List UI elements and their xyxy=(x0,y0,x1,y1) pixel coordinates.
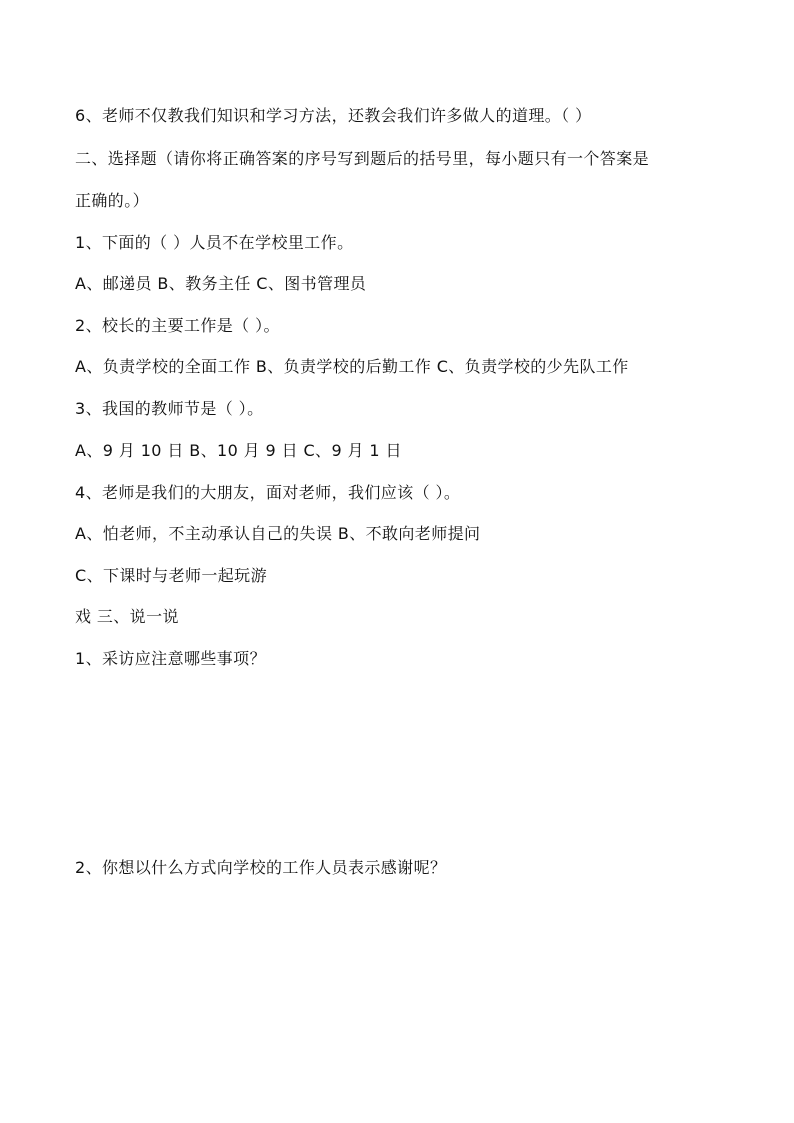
section-2-heading: 二、选择题（请你将正确答案的序号写到题后的括号里，每小题只有一个答案是 xyxy=(75,149,650,168)
judge-question-6: 6、老师不仅教我们知识和学习方法，还教会我们许多做人的道理。（ ） xyxy=(75,106,592,125)
mc-question-1: 1、下面的（ ）人员不在学校里工作。 xyxy=(75,233,354,252)
talk-question-1: 1、采访应注意哪些事项？ xyxy=(75,649,266,668)
mc-question-1-options: A、邮递员 B、教务主任 C、图书管理员 xyxy=(75,274,367,293)
mc-question-3-options: A、9 月 10 日 B、10 月 9 日 C、9 月 1 日 xyxy=(75,441,402,460)
mc-question-2: 2、校长的主要工作是（ ）。 xyxy=(75,316,280,335)
mc-question-4-options: A、怕老师，不主动承认自己的失误 B、不敢向老师提问 xyxy=(75,524,481,543)
mc-question-4-options-continued: C、下课时与老师一起玩游 xyxy=(75,566,267,585)
mc-question-2-options: A、负责学校的全面工作 B、负责学校的后勤工作 C、负责学校的少先队工作 xyxy=(75,357,629,376)
mc-question-3: 3、我国的教师节是（ ）。 xyxy=(75,399,264,418)
section-2-heading-continued: 正确的。） xyxy=(75,191,150,210)
talk-question-2: 2、你想以什么方式向学校的工作人员表示感谢呢？ xyxy=(75,858,447,877)
mc-question-4: 4、老师是我们的大朋友，面对老师，我们应该（ ）。 xyxy=(75,483,461,502)
section-3-heading: 戏 三、说一说 xyxy=(75,607,179,626)
